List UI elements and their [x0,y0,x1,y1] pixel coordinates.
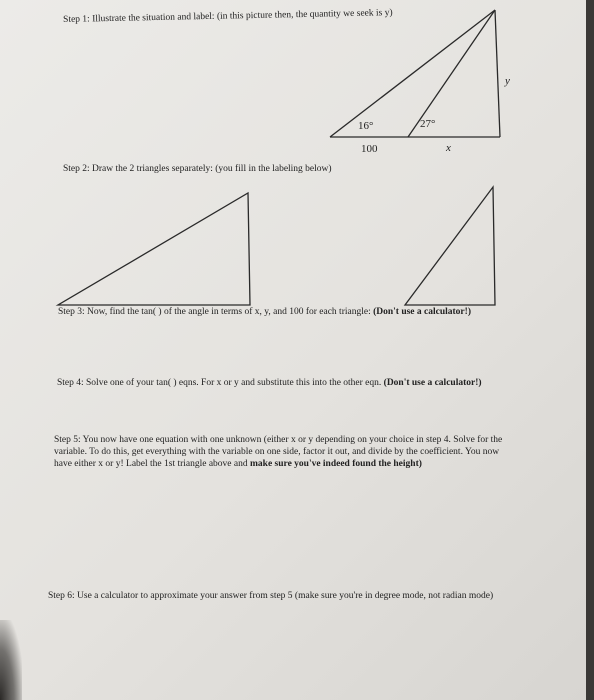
diagram-height-line [495,10,500,137]
step1-instruction: Step 1: Illustrate the situation and label: (in this picture then, the quantity we seek is y) [63,8,393,25]
step5-text: Step 5: You now have one equation with one unknown (either x or y depending on your choice in step 4. Solve for the variable. To do this, get everything with the variable on one side, factor it out, and divide by the coefficient. You now have either x or y! Label the 1st triangle above and [54,435,503,469]
step4-text: Step 4: Solve one of your tan( ) eqns. For x or y and substitute this into the other eqn. [57,378,382,388]
left-triangle-outline [58,193,250,305]
step3-text: Step 3: Now, find the tan( ) of the angle in terms of x, y, and 100 for each triangle: [58,307,371,317]
step3-bold-note: (Don't use a calculator!) [373,307,471,317]
step2-instruction: Step 2: Draw the 2 triangles separately: (you fill in the labeling below) [63,164,332,174]
diagram-hypotenuse-outer [330,10,495,137]
step6-instruction: Step 6: Use a calculator to approximate your answer from step 5 (make sure you're in degree mode, not radian mode) [48,591,494,601]
angle-27-label: 27° [420,118,436,130]
step4-instruction [57,377,497,389]
step5-bold-note: make sure you've indeed found the height) [250,459,422,469]
angle-16-label: 16° [358,120,374,132]
right-triangle-outline [405,187,495,305]
combined-triangle-diagram [330,10,500,137]
y-label: y [505,75,510,87]
step5-instruction [54,434,516,470]
x-label: x [446,142,451,154]
step3-instruction [58,306,478,318]
base-100-label: 100 [361,143,378,155]
step4-bold-note: (Don't use a calculator!) [383,378,482,388]
